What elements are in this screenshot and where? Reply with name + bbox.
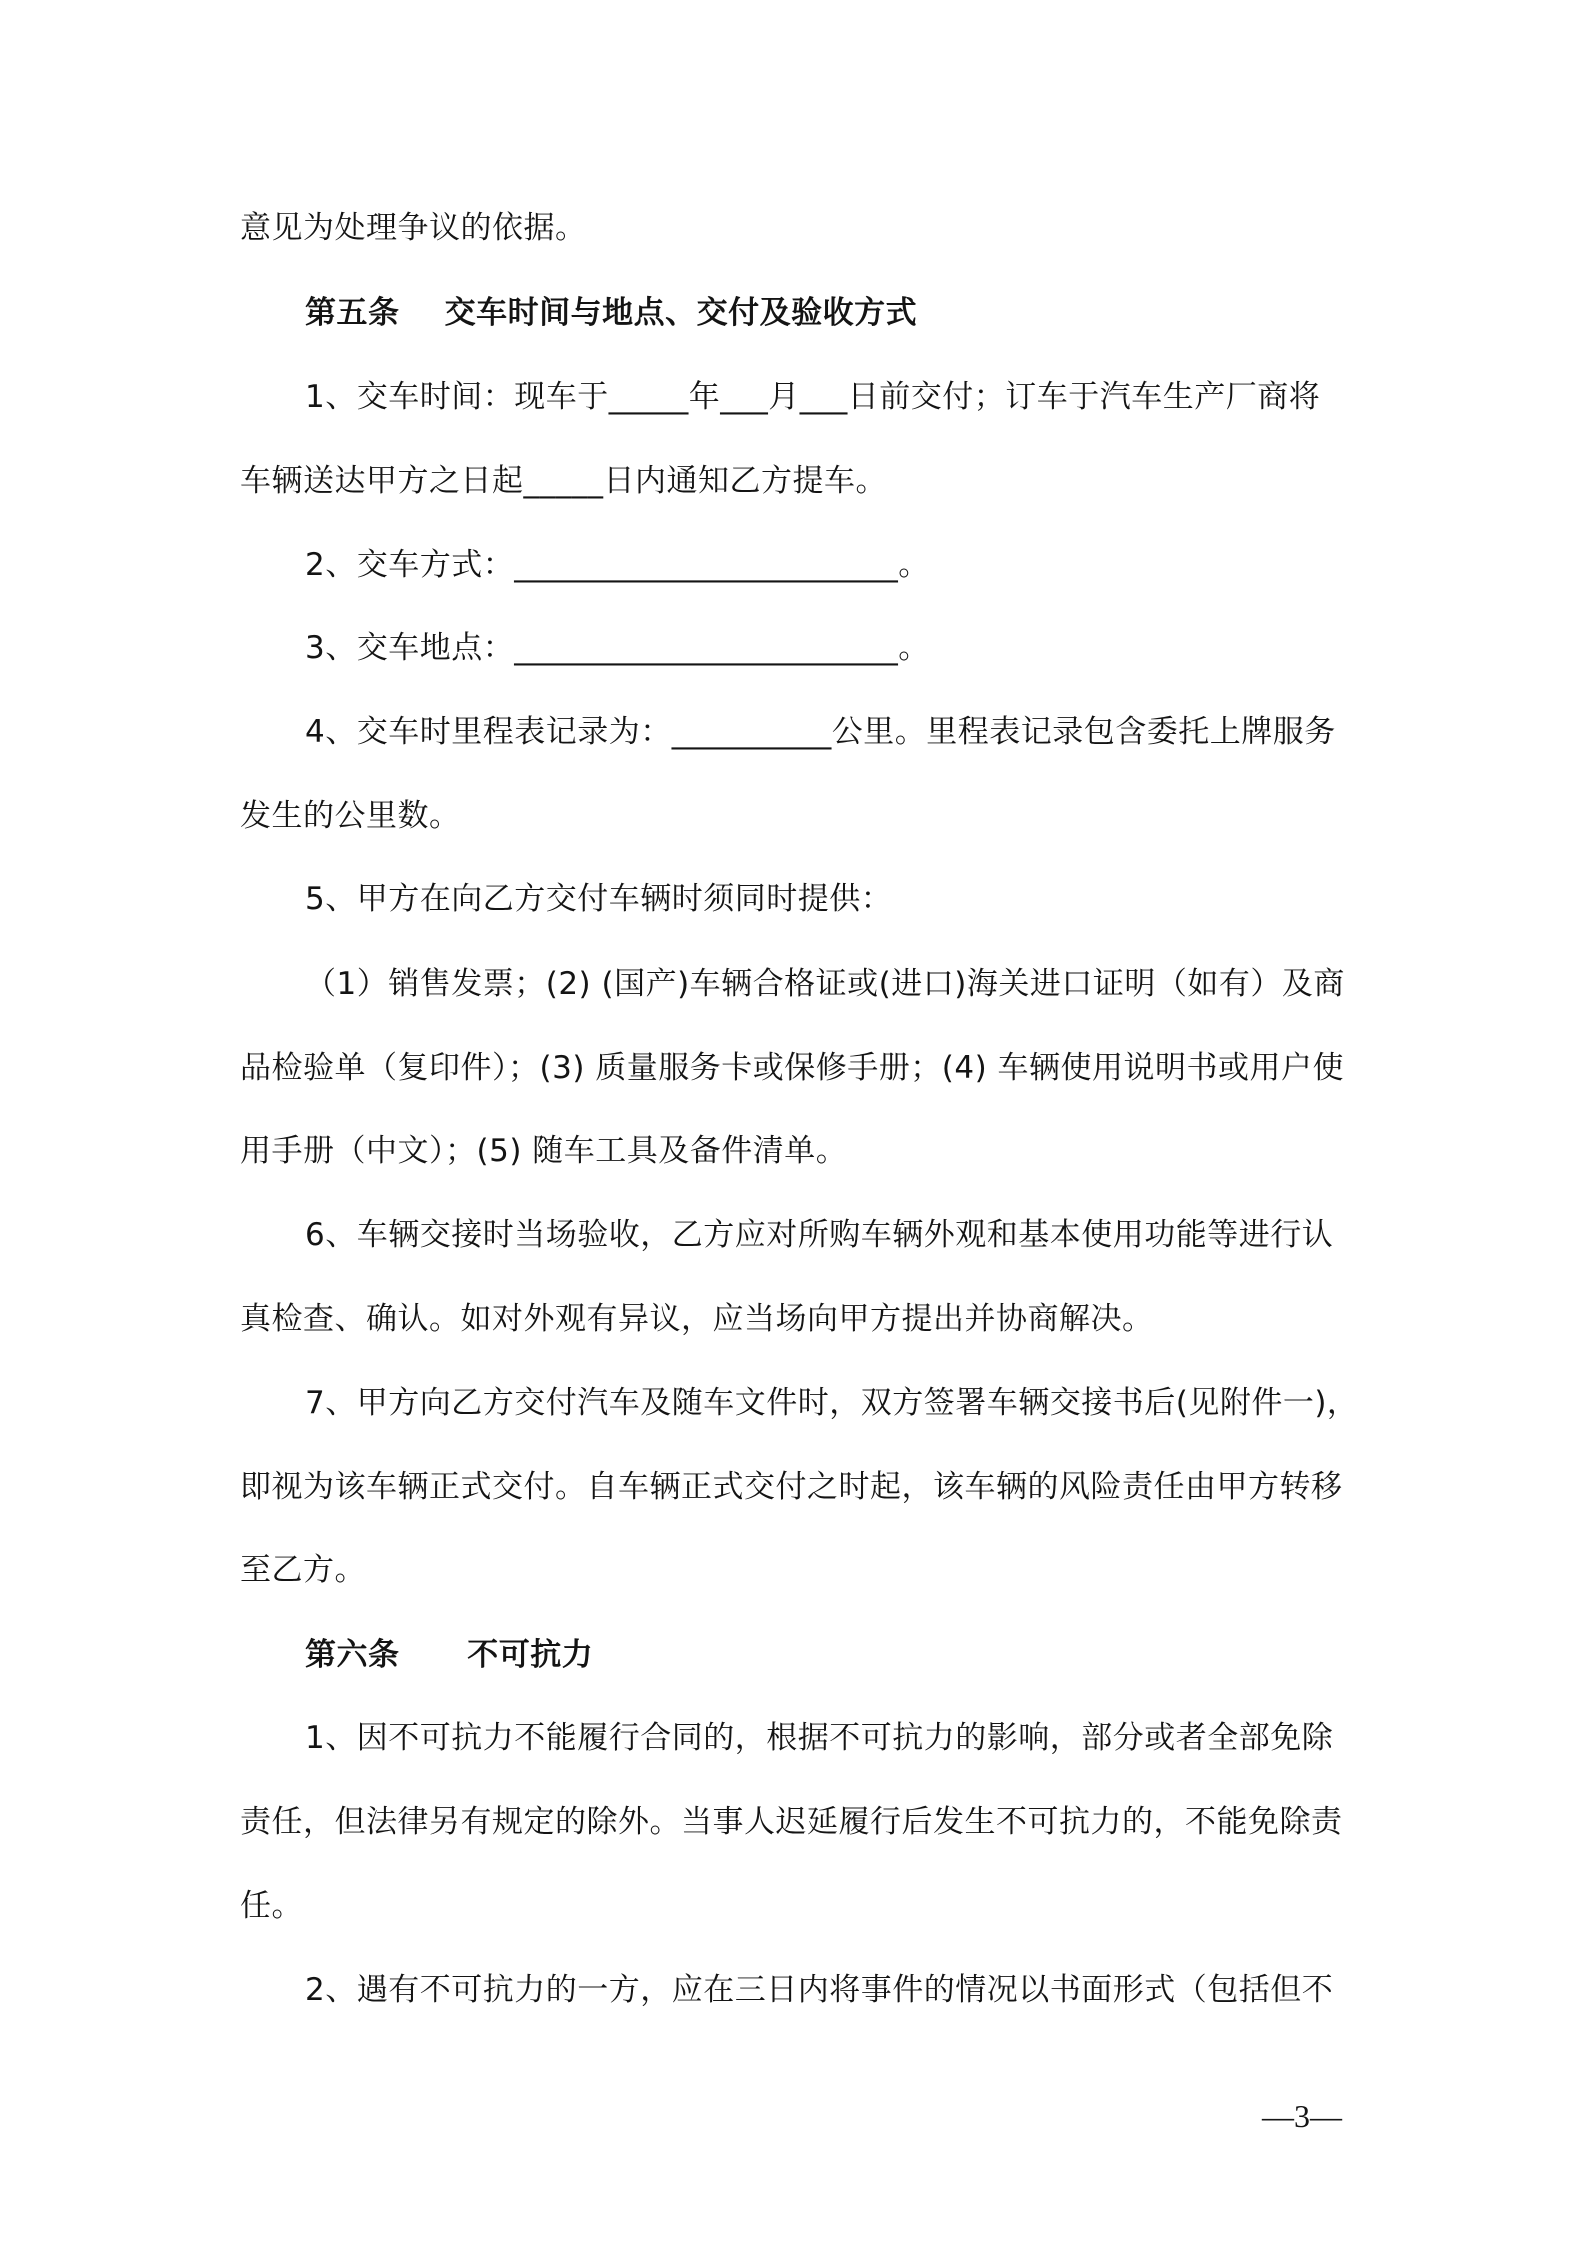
- text-line: 7、甲方向乙方交付汽车及随车文件时，双方签署车辆交接书后(见附件一)，: [305, 1385, 1359, 1421]
- text-line: 5、甲方在向乙方交付车辆时须同时提供：: [305, 881, 893, 917]
- text-line: 任。: [240, 1888, 303, 1924]
- section-heading-5: 第五条 交车时间与地点、交付及验收方式: [305, 295, 918, 331]
- text-line: 真检查、确认。如对外观有异议，应当场向甲方提出并协商解决。: [240, 1301, 1154, 1337]
- text-line: 意见为处理争议的依据。: [240, 210, 587, 246]
- text-line: 责任，但法律另有规定的除外。当事人迟延履行后发生不可抗力的，不能免除责: [240, 1804, 1343, 1840]
- text-line: 至乙方。: [240, 1552, 366, 1588]
- text-line: （1）销售发票；(2) (国产)车辆合格证或(进口)海关进口证明（如有）及商: [305, 966, 1345, 1002]
- text-line: 品检验单（复印件）；(3) 质量服务卡或保修手册；(4) 车辆使用说明书或用户使: [240, 1050, 1345, 1086]
- section-heading-6: 第六条 不可抗力: [305, 1637, 594, 1673]
- text-line: 6、车辆交接时当场验收，乙方应对所购车辆外观和基本使用功能等进行认: [305, 1217, 1334, 1253]
- text-line: 1、交车时间：现车于_____年___月___日前交付；订车于汽车生产厂商将: [305, 379, 1321, 415]
- text-line: 车辆送达甲方之日起_____日内通知乙方提车。: [240, 463, 887, 499]
- text-line: 用手册（中文）；(5) 随车工具及备件清单。: [240, 1133, 848, 1169]
- text-line: 4、交车时里程表记录为：__________公里。里程表记录包含委托上牌服务: [305, 714, 1336, 750]
- text-line: 3、交车地点：________________________。: [305, 630, 930, 666]
- page-number: —3—: [1262, 2098, 1342, 2134]
- text-line: 2、交车方式：________________________。: [305, 547, 930, 583]
- text-line: 发生的公里数。: [240, 798, 461, 834]
- text-line: 1、因不可抗力不能履行合同的，根据不可抗力的影响，部分或者全部免除: [305, 1720, 1334, 1756]
- text-line: 2、遇有不可抗力的一方，应在三日内将事件的情况以书面形式（包括但不: [305, 1972, 1334, 2008]
- text-line: 即视为该车辆正式交付。自车辆正式交付之时起，该车辆的风险责任由甲方转移: [240, 1469, 1343, 1505]
